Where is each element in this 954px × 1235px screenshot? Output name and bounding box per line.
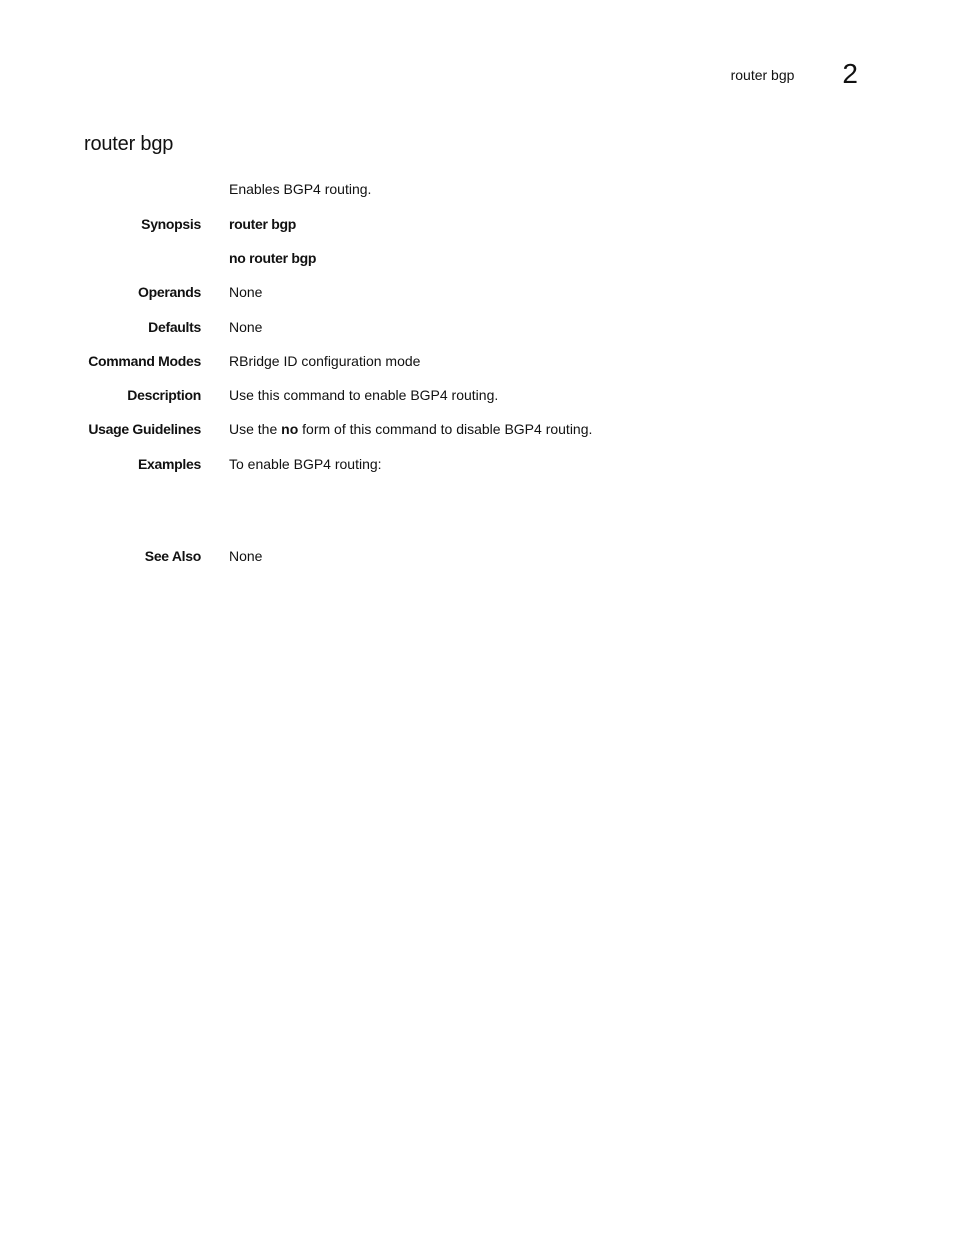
synopsis-command: router bgp	[229, 216, 296, 232]
command-modes-label: Command Modes	[88, 353, 201, 369]
defaults-label: Defaults	[148, 319, 201, 335]
defaults-value: None	[229, 319, 263, 335]
running-header	[731, 56, 858, 88]
running-header-title: router bgp	[730, 67, 795, 83]
usage-guidelines-keyword: no	[281, 421, 299, 437]
summary-text: Enables BGP4 routing.	[229, 181, 372, 197]
operands-label: Operands	[138, 284, 201, 300]
usage-guidelines-label: Usage Guidelines	[88, 421, 201, 437]
usage-guidelines-value	[229, 420, 592, 438]
page-title: router bgp	[84, 133, 174, 155]
examples-value: To enable BGP4 routing:	[229, 456, 382, 472]
synopsis-label: Synopsis	[141, 216, 201, 232]
usage-guidelines-suffix: form of this command to disable BGP4 routing.	[298, 421, 593, 437]
chapter-number: 2	[842, 58, 858, 89]
see-also-value: None	[229, 548, 263, 564]
description-label: Description	[127, 387, 201, 403]
description-value: Use this command to enable BGP4 routing.	[229, 387, 499, 403]
see-also-label: See Also	[144, 548, 201, 564]
synopsis-command-no: no router bgp	[229, 250, 317, 266]
operands-value: None	[229, 284, 263, 300]
usage-guidelines-prefix: Use the	[229, 421, 282, 437]
examples-label: Examples	[138, 456, 201, 472]
command-modes-value: RBridge ID configuration mode	[229, 353, 421, 369]
